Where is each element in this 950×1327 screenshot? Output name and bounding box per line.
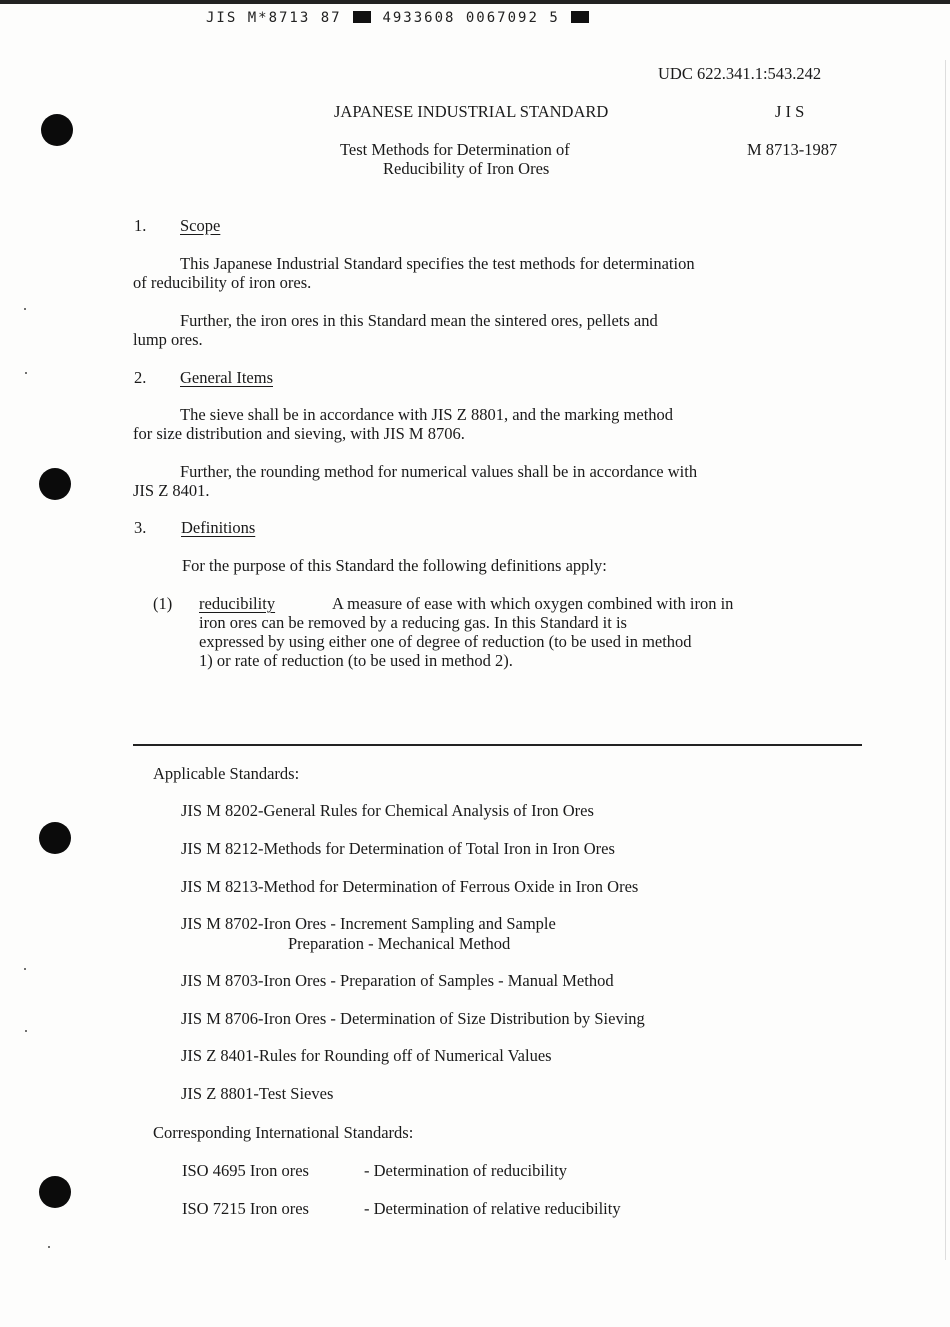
footnote-divider — [133, 744, 862, 746]
section-2-number: 2. — [134, 368, 147, 387]
title-line-2: Reducibility of Iron Ores — [383, 159, 550, 178]
top-edge-line — [0, 0, 950, 4]
applicable-standard-item: JIS M 8702-Iron Ores - Increment Sampling and Sample — [181, 914, 556, 933]
applicable-standards-heading: Applicable Standards: — [153, 764, 300, 783]
scope-paragraph-1-line-2: of reducibility of iron ores. — [133, 273, 312, 292]
title-line-1: Test Methods for Determination of — [340, 140, 570, 159]
udc-code: UDC 622.341.1:543.242 — [658, 64, 822, 83]
definition-term: reducibility — [199, 594, 276, 613]
international-standard-desc: - Determination of relative reducibility — [364, 1199, 621, 1218]
applicable-standard-item: JIS Z 8401-Rules for Rounding off of Numerical Values — [181, 1046, 552, 1065]
section-1-number: 1. — [134, 216, 147, 235]
redaction-block — [353, 11, 371, 23]
scan-speck — [24, 308, 26, 310]
header-code-left: JIS M*8713 87 — [206, 10, 342, 26]
standard-number: M 8713-1987 — [747, 140, 838, 159]
scan-speck — [25, 372, 27, 374]
punch-hole — [39, 822, 71, 854]
applicable-standard-item: JIS M 8213-Method for Determination of Ferrous Oxide in Iron Ores — [181, 877, 639, 896]
definition-line-1: A measure of ease with which oxygen combined with iron in — [332, 594, 734, 613]
applicable-standard-item-continuation: Preparation - Mechanical Method — [288, 934, 511, 953]
scope-paragraph-2-line-1: Further, the iron ores in this Standard mean the sintered ores, pellets and — [180, 311, 658, 330]
applicable-standard-item: JIS M 8202-General Rules for Chemical Analysis of Iron Ores — [181, 801, 594, 820]
applicable-standard-item: JIS Z 8801-Test Sieves — [181, 1084, 334, 1103]
international-standard-code: ISO 4695 Iron ores — [182, 1161, 309, 1180]
general-paragraph-1-line-1: The sieve shall be in accordance with JIS Z 8801, and the marking method — [180, 405, 674, 424]
header-code-right: 4933608 0067092 5 — [382, 10, 560, 26]
punch-hole — [41, 114, 73, 146]
definition-line-2: iron ores can be removed by a reducing gas. In this Standard it is — [199, 613, 627, 632]
right-edge-line — [945, 60, 946, 1260]
general-paragraph-2-line-2: JIS Z 8401. — [133, 481, 210, 500]
general-paragraph-1-line-2: for size distribution and sieving, with JIS M 8706. — [133, 424, 465, 443]
definition-line-4: 1) or rate of reduction (to be used in method 2). — [199, 651, 513, 670]
section-2-heading: General Items — [180, 368, 273, 387]
punch-hole — [39, 468, 71, 500]
jis-mark: J I S — [775, 102, 805, 121]
redaction-block — [571, 11, 589, 23]
scan-speck — [24, 968, 26, 970]
scope-paragraph-2-line-2: lump ores. — [133, 330, 203, 349]
scope-paragraph-1-line-1: This Japanese Industrial Standard specifies the test methods for determination — [180, 254, 695, 273]
international-standard-code: ISO 7215 Iron ores — [182, 1199, 309, 1218]
scan-speck — [48, 1246, 50, 1248]
definition-line-3: expressed by using either one of degree of reduction (to be used in method — [199, 632, 692, 651]
section-1-heading: Scope — [180, 216, 221, 235]
punch-hole — [39, 1176, 71, 1208]
section-3-heading: Definitions — [181, 518, 256, 537]
international-standard-desc: - Determination of reducibility — [364, 1161, 567, 1180]
general-paragraph-2-line-1: Further, the rounding method for numerical values shall be in accordance with — [180, 462, 698, 481]
applicable-standard-item: JIS M 8703-Iron Ores - Preparation of Samples - Manual Method — [181, 971, 614, 990]
definition-number: (1) — [153, 594, 173, 613]
scan-speck — [25, 1030, 27, 1032]
applicable-standard-item: JIS M 8212-Methods for Determination of Total Iron in Iron Ores — [181, 839, 615, 858]
applicable-standard-item: JIS M 8706-Iron Ores - Determination of Size Distribution by Sieving — [181, 1009, 645, 1028]
scan-header-code — [206, 9, 590, 28]
section-3-number: 3. — [134, 518, 147, 537]
standard-type: JAPANESE INDUSTRIAL STANDARD — [334, 102, 609, 121]
international-standards-heading: Corresponding International Standards: — [153, 1123, 414, 1142]
definitions-intro: For the purpose of this Standard the following definitions apply: — [182, 556, 607, 575]
